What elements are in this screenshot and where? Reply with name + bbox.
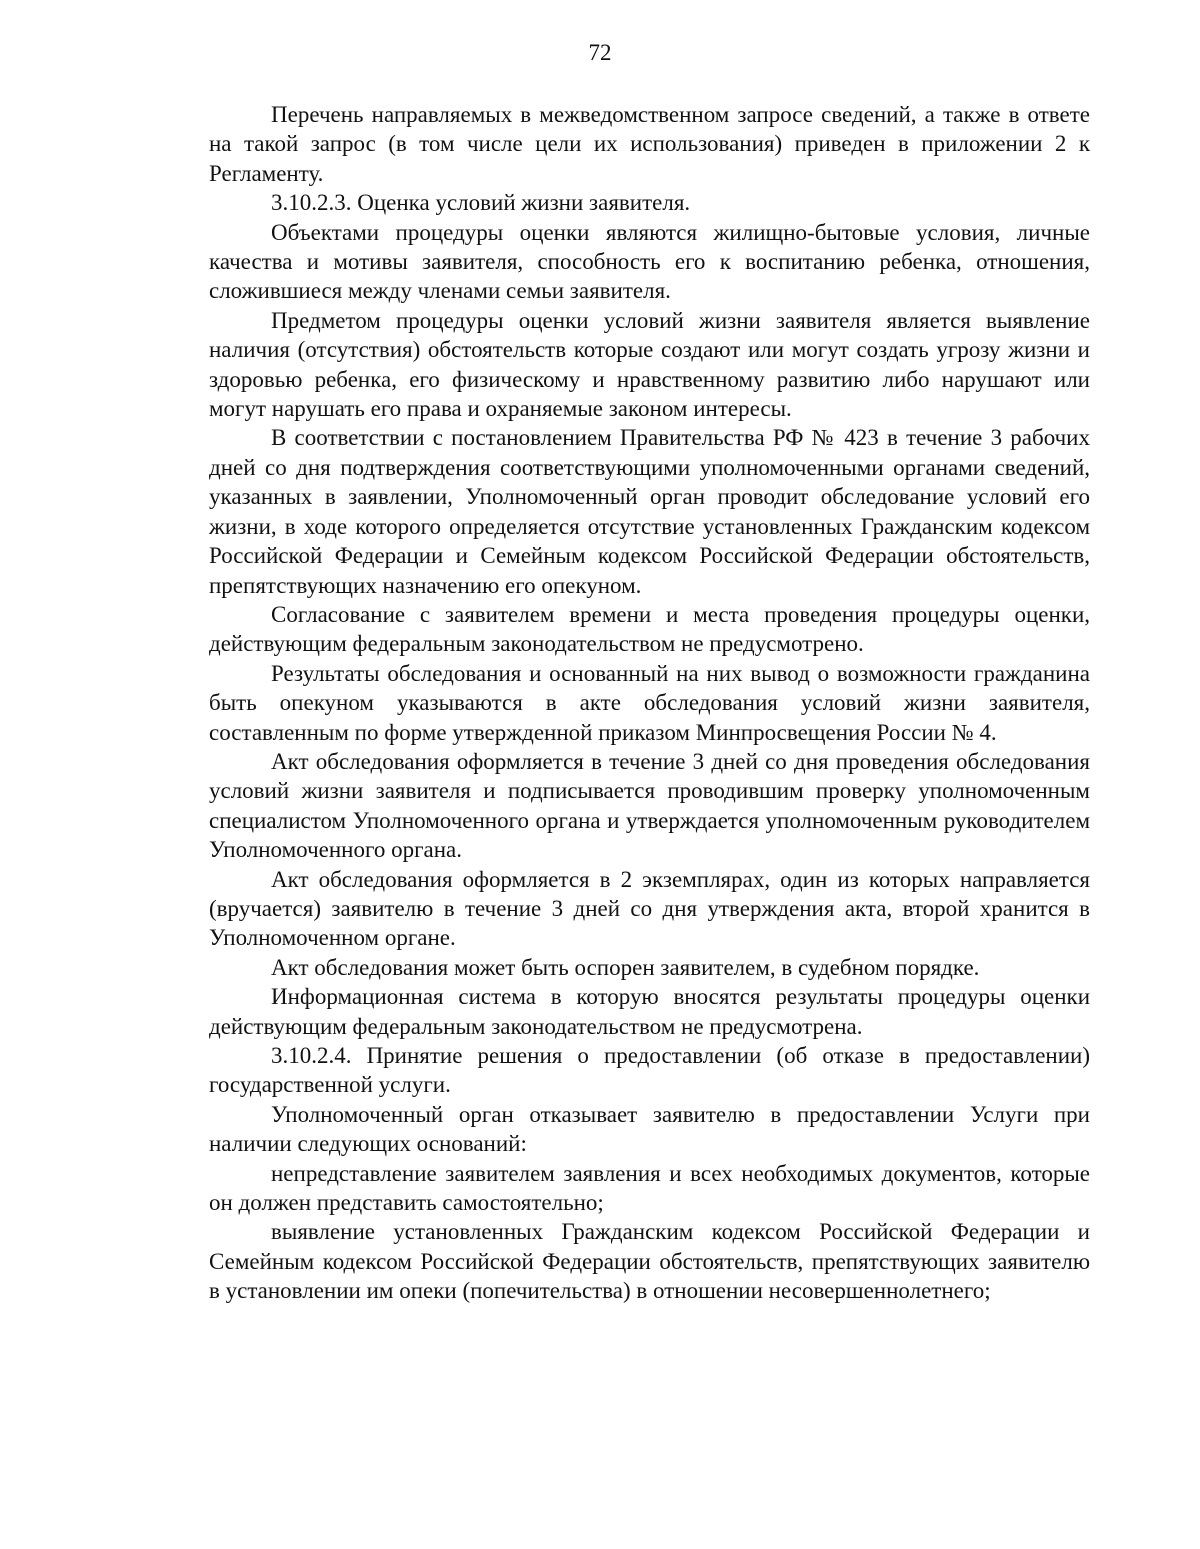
paragraph-act-preparation: Акт обследования оформляется в течение 3 дней со дня проведения обследования условий жизни заявителя и подписывается проводившим проверку уполномоченным специалистом Уполномоченного органа и утверждается уполномоченным руководителем Уполномоченного органа. <box>209 748 1090 863</box>
paragraph-act-copies: Акт обследования оформляется в 2 экземплярах, один из которых направляется (вручается) заявителю в течение 3 дней со дня утверждения акта, второй хранится в Уполномоченном органе. <box>209 866 1090 951</box>
paragraph-refusal-grounds: Уполномоченный орган отказывает заявителю в предоставлении Услуги при наличии следующих оснований: <box>209 1101 1090 1157</box>
section-heading-3-10-2-4: 3.10.2.4. Принятие решения о предоставлении (об отказе в предоставлении) государственной услуги. <box>209 1043 1090 1098</box>
paragraph-decree-423: В соответствии с постановлением Правительства РФ № 423 в течение 3 рабочих дней со дня подтверждения соответствующими уполномоченными органами сведений, указанных в заявлении, Уполномоченный орган проводит обследование условий его жизни, в ходе которого определяется отсутствие установленных Гражданским кодексом Российской Федерации и Семейным кодексом Российской Федерации обстоятельств, препятствующих назначению его опекуном. <box>209 425 1090 598</box>
paragraph-act-appeal: Акт обследования может быть оспорен заявителем, в судебном порядке. <box>271 954 980 980</box>
paragraph-inspection-results: Результаты обследования и основанный на них вывод о возможности гражданина быть опекуном указываются в акте обследования условий жизни заявителя, составленным по форме утвержденной приказом Минпросвещения России № 4. <box>209 660 1090 745</box>
paragraph-assessment-subject: Предметом процедуры оценки условий жизни заявителя является выявление наличия (отсутствия) обстоятельств которые создают или могут создать угрозу жизни и здоровью ребенка, его физическому и нравственному развитию либо нарушают или могут нарушать его права и охраняемые законом интересы. <box>209 307 1090 422</box>
document-body <box>209 100 1090 1306</box>
list-item-missing-documents: непредставление заявителем заявления и всех необходимых документов, которые он должен представить самостоятельно; <box>209 1160 1090 1216</box>
page-number: 72 <box>588 40 612 65</box>
paragraph-information-system: Информационная система в которую вносятся результаты процедуры оценки действующим федеральным законодательством не предусмотрена. <box>209 984 1090 1039</box>
list-item-prohibiting-circumstances: выявление установленных Гражданским кодексом Российской Федерации и Семейным кодексом Российской Федерации обстоятельств, препятствующих заявителю в установлении им опеки (попечительства) в отношении несовершеннолетнего; <box>209 1219 1090 1304</box>
section-heading-3-10-2-3: 3.10.2.3. Оценка условий жизни заявителя. <box>271 190 691 216</box>
paragraph-scheduling: Согласование с заявителем времени и места проведения процедуры оценки, действующим федеральным законодательством не предусмотрено. <box>209 601 1090 657</box>
paragraph-request-info: Перечень направляемых в межведомственном запросе сведений, а также в ответе на такой запрос (в том числе цели их использования) приведен в приложении 2 к Регламенту. <box>209 102 1090 186</box>
paragraph-assessment-objects: Объектами процедуры оценки являются жилищно-бытовые условия, личные качества и мотивы заявителя, способность его к воспитанию ребенка, отношения, сложившиеся между членами семьи заявителя. <box>209 219 1090 304</box>
